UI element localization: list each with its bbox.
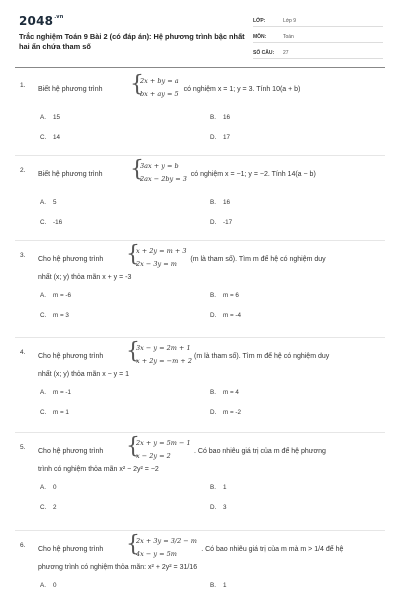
option-value: 2 — [53, 504, 57, 511]
question-number: 1. — [20, 82, 26, 89]
system-equation: 2x − 3y = m — [136, 260, 177, 268]
system-equation: 2x + y = 5m − 1 — [136, 439, 191, 447]
option-value: -16 — [53, 219, 63, 226]
option-value: m = 6 — [223, 292, 239, 299]
meta-key: LỚP: — [253, 18, 266, 24]
question-text: (m là tham số). Tìm m để hệ có nghiệm duy — [194, 353, 330, 360]
question-text-cont: phương trình có nghiệm thỏa mãn: x² + 2y² = 31/16 — [38, 564, 198, 571]
answer-option[interactable] — [40, 292, 71, 299]
page-title: Trắc nghiệm Toán 9 Bài 2 (có đáp án): Hệ phương trình bậc nhất hai ẩn chứa tham số — [19, 32, 245, 51]
system-equation: 4x − y = 5m — [136, 550, 177, 558]
option-value: m = 3 — [53, 312, 69, 319]
system-equation: x − 2y = 2 — [136, 452, 171, 460]
system-equation: 3ax + y = b — [140, 162, 179, 170]
option-letter: A. — [40, 484, 46, 491]
system-equation: x + 2y = m + 3 — [136, 247, 187, 255]
question-number: 2. — [20, 167, 26, 174]
option-letter: C. — [40, 504, 47, 511]
option-letter: D. — [210, 312, 217, 319]
question-text: Biết hệ phương trình — [38, 171, 103, 178]
option-value: 0 — [53, 484, 57, 491]
answer-option[interactable] — [210, 312, 241, 319]
option-letter: B. — [210, 114, 216, 121]
question-separator — [15, 432, 385, 433]
option-value: 0 — [53, 582, 57, 589]
answer-option[interactable] — [40, 199, 57, 206]
option-value: -17 — [223, 219, 233, 226]
system-equation: x + 2y = −m + 2 — [136, 357, 192, 365]
option-value: 16 — [223, 199, 231, 206]
meta-panel — [253, 14, 383, 62]
answer-option[interactable] — [40, 312, 69, 319]
option-value: m = -6 — [53, 292, 72, 299]
option-value: 16 — [223, 114, 231, 121]
answer-option[interactable] — [210, 389, 239, 396]
meta-value: Lớp 9 — [283, 18, 297, 24]
answer-option[interactable] — [40, 114, 60, 121]
option-letter: B. — [210, 199, 216, 206]
question-text: Cho hệ phương trình — [38, 353, 104, 360]
option-letter: D. — [210, 504, 217, 511]
meta-value: 27 — [283, 50, 289, 56]
option-value: m = 1 — [53, 409, 69, 416]
question-number: 3. — [20, 252, 26, 259]
answer-option[interactable] — [40, 582, 57, 589]
question-text: có nghiệm x = 1; y = 3. Tính 10(a + b) — [183, 86, 301, 93]
option-letter: D. — [210, 219, 217, 226]
option-letter: B. — [210, 484, 216, 491]
question-text: Biết hệ phương trình — [38, 86, 103, 93]
system-brace: { — [126, 339, 140, 364]
option-value: m = -2 — [223, 409, 242, 416]
answer-option[interactable] — [210, 409, 241, 416]
question-text-cont: trình có nghiệm thỏa mãn x² − 2y² = −2 — [38, 466, 159, 473]
option-letter: C. — [40, 409, 47, 416]
system-equation: 3x − y = 2m + 1 — [136, 344, 191, 352]
system-equation: 2x + by = a — [140, 77, 179, 85]
option-letter: A. — [40, 292, 46, 299]
meta-key: MÔN: — [253, 34, 267, 40]
answer-option[interactable] — [40, 504, 57, 511]
answer-option[interactable] — [40, 134, 60, 141]
option-letter: A. — [40, 199, 46, 206]
option-value: m = 4 — [223, 389, 239, 396]
system-brace: { — [130, 72, 144, 97]
option-letter: A. — [40, 582, 46, 589]
answer-option[interactable] — [210, 484, 227, 491]
option-value: 15 — [53, 114, 61, 121]
question-number: 5. — [20, 444, 26, 451]
question-text: Cho hệ phương trình — [38, 546, 104, 553]
system-brace: { — [126, 532, 140, 557]
question-number: 4. — [20, 349, 26, 356]
answer-option[interactable] — [210, 582, 227, 589]
option-value: m = -4 — [223, 312, 242, 319]
option-letter: D. — [210, 409, 217, 416]
option-value: 1 — [223, 582, 227, 589]
question-separator — [15, 337, 385, 338]
question-text: có nghiệm x = −1; y = −2. Tính 14(a − b) — [190, 171, 316, 178]
answer-option[interactable] — [210, 134, 230, 141]
question-separator — [15, 155, 385, 156]
answer-option[interactable] — [210, 504, 227, 511]
meta-key: SỐ CÂU: — [253, 50, 275, 56]
question-text: . Có bao nhiêu giá trị của m mà m > 1/4 để hệ — [201, 546, 344, 553]
option-value: 3 — [223, 504, 227, 511]
question-text: . Có bao nhiêu giá trị của m để hệ phương — [194, 448, 326, 455]
answer-option[interactable] — [210, 219, 232, 226]
question-text: (m là tham số). Tìm m để hệ có nghiệm duy — [190, 256, 326, 263]
option-letter: B. — [210, 582, 216, 589]
meta-value: Toán — [283, 34, 294, 40]
option-letter: B. — [210, 292, 216, 299]
system-equation: 2ax − 2by = 3 — [140, 175, 187, 183]
option-value: 17 — [223, 134, 231, 141]
option-letter: C. — [40, 312, 47, 319]
system-brace: { — [126, 242, 140, 267]
question-number: 6. — [20, 542, 26, 549]
question-text-cont: nhất (x; y) thỏa mãn x − y = 1 — [38, 371, 130, 378]
option-value: 1 — [223, 484, 227, 491]
answer-option[interactable] — [210, 114, 230, 121]
answer-option[interactable] — [40, 409, 69, 416]
option-letter: C. — [40, 134, 47, 141]
option-letter: A. — [40, 114, 46, 121]
logo: $2048^{.vn}$ — [19, 14, 64, 28]
answer-option[interactable] — [210, 292, 239, 299]
header-divider — [15, 67, 385, 68]
system-equation: 2x + 3y = 3/2 − m — [136, 537, 197, 545]
option-letter: C. — [40, 219, 47, 226]
question-text: Cho hệ phương trình — [38, 448, 104, 455]
answer-option[interactable] — [210, 199, 230, 206]
question-text: Cho hệ phương trình — [38, 256, 104, 263]
answer-option[interactable] — [40, 484, 57, 491]
system-brace: { — [130, 157, 144, 182]
option-letter: A. — [40, 389, 46, 396]
question-text-cont: nhất (x; y) thỏa mãn x + y = -3 — [38, 274, 132, 281]
answer-option[interactable] — [40, 219, 62, 226]
answer-option[interactable] — [40, 389, 71, 396]
option-letter: B. — [210, 389, 216, 396]
option-letter: D. — [210, 134, 217, 141]
option-value: 14 — [53, 134, 61, 141]
system-equation: bx + ay = 5 — [140, 90, 179, 98]
question-separator — [15, 240, 385, 241]
system-brace: { — [126, 434, 140, 459]
option-value: m = -1 — [53, 389, 72, 396]
option-value: 5 — [53, 199, 57, 206]
question-separator — [15, 530, 385, 531]
